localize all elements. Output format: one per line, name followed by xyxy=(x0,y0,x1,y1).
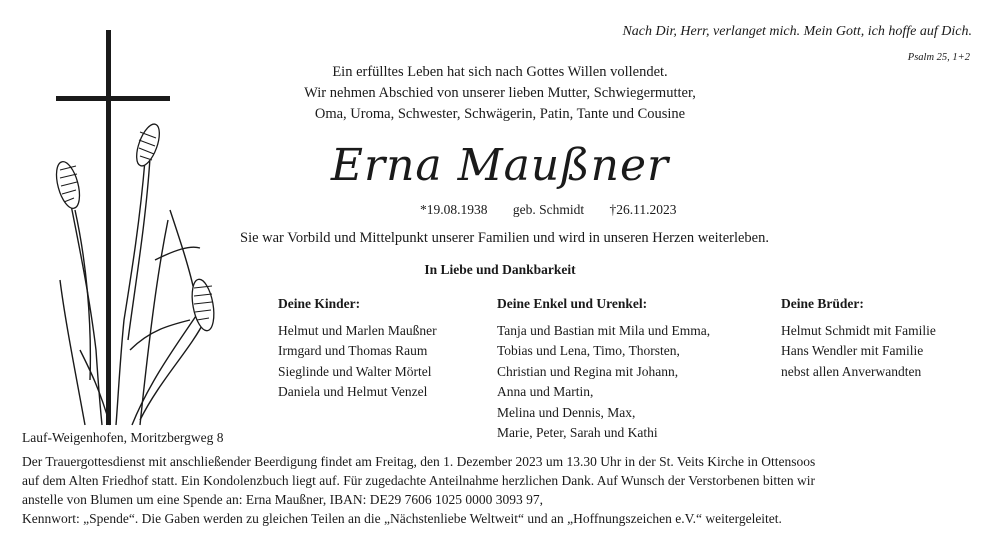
intro-line: Ein erfülltes Leben hat sich nach Gottes Willen vollendet. xyxy=(332,64,668,80)
cross-with-wheat-icon xyxy=(40,20,240,440)
column-heading: Deine Brüder: xyxy=(781,296,864,311)
notice-line: Der Trauergottesdienst mit anschließender Beerdigung findet am Freitag, den 1. Dezember 2023 um 13.30 Uhr in der St. Veits Kirche in Ottensoos xyxy=(22,454,816,469)
list-item: Anna und Martin, xyxy=(497,384,594,399)
cross-horizontal-beam xyxy=(56,96,170,101)
list-item: Tobias und Lena, Timo, Thorsten, xyxy=(497,343,680,358)
list-item: Christian und Regina mit Johann, xyxy=(497,363,679,379)
list-item: Melina und Dennis, Max, xyxy=(497,404,636,420)
column-heading: Deine Kinder: xyxy=(278,296,361,311)
notice-line: auf dem Alten Friedhof statt. Ein Kondolenzbuch liegt auf. Für zugedachte Anteilnahme herzlichen Dank. Auf Wunsch der Verstorbenen bitten wir xyxy=(22,473,815,488)
intro-line: Oma, Uroma, Schwester, Schwägerin, Patin, Tante und Cousine xyxy=(314,106,686,122)
funeral-notice xyxy=(22,452,982,528)
wheat-stems xyxy=(60,158,205,425)
life-dates xyxy=(420,202,699,218)
thanks-heading: In Liebe und Dankbarkeit xyxy=(424,262,576,277)
list-item: nebst allen Anverwandten xyxy=(781,363,922,379)
list-item: Daniela und Helmut Venzel xyxy=(278,384,428,399)
psalm-reference: Psalm 25, 1+2 xyxy=(907,52,970,63)
death-date: †26.11.2023 xyxy=(609,202,677,217)
list-item: Irmgard und Thomas Raum xyxy=(278,343,428,358)
psalm-quote: Nach Dir, Herr, verlanget mich. Mein Gott, ich hoffe auf Dich. xyxy=(622,24,972,39)
intro-text xyxy=(240,62,760,125)
motto: Sie war Vorbild und Mittelpunkt unserer Familien und wird in unseren Herzen weiterleben. xyxy=(240,230,769,246)
mourners-grandchildren xyxy=(497,294,710,444)
mourners-brothers xyxy=(781,294,936,382)
wheat-grain-lines xyxy=(60,132,212,320)
cross-vertical-beam xyxy=(106,30,111,425)
deceased-name: Erna Maußner xyxy=(330,140,670,191)
column-heading: Deine Enkel und Urenkel: xyxy=(497,296,648,311)
list-item: Helmut und Marlen Maußner xyxy=(278,322,437,338)
address: Lauf-Weigenhofen, Moritzbergweg 8 xyxy=(22,430,224,445)
intro-line: Wir nehmen Abschied von unserer lieben Mutter, Schwiegermutter, xyxy=(304,85,696,101)
wheat-ears xyxy=(52,121,217,332)
notice-line: Kennwort: „Spende“. Die Gaben werden zu gleichen Teilen an die „Nächstenliebe Weltweit“ und an „Hoffnungszeichen e.V.“ weitergeleitet. xyxy=(22,511,782,526)
maiden-name: geb. Schmidt xyxy=(512,202,585,217)
list-item: Helmut Schmidt mit Familie xyxy=(781,322,936,338)
list-item: Sieglinde und Walter Mörtel xyxy=(278,363,432,379)
list-item: Tanja und Bastian mit Mila und Emma, xyxy=(497,322,711,338)
notice-line: anstelle von Blumen um eine Spende an: Erna Maußner, IBAN: DE29 7606 1025 0000 3093 97, xyxy=(22,492,543,507)
list-item: Hans Wendler mit Familie xyxy=(781,343,924,358)
list-item: Marie, Peter, Sarah und Kathi xyxy=(497,425,658,440)
birth-date: *19.08.1938 xyxy=(420,202,488,217)
mourners-children xyxy=(278,294,437,403)
